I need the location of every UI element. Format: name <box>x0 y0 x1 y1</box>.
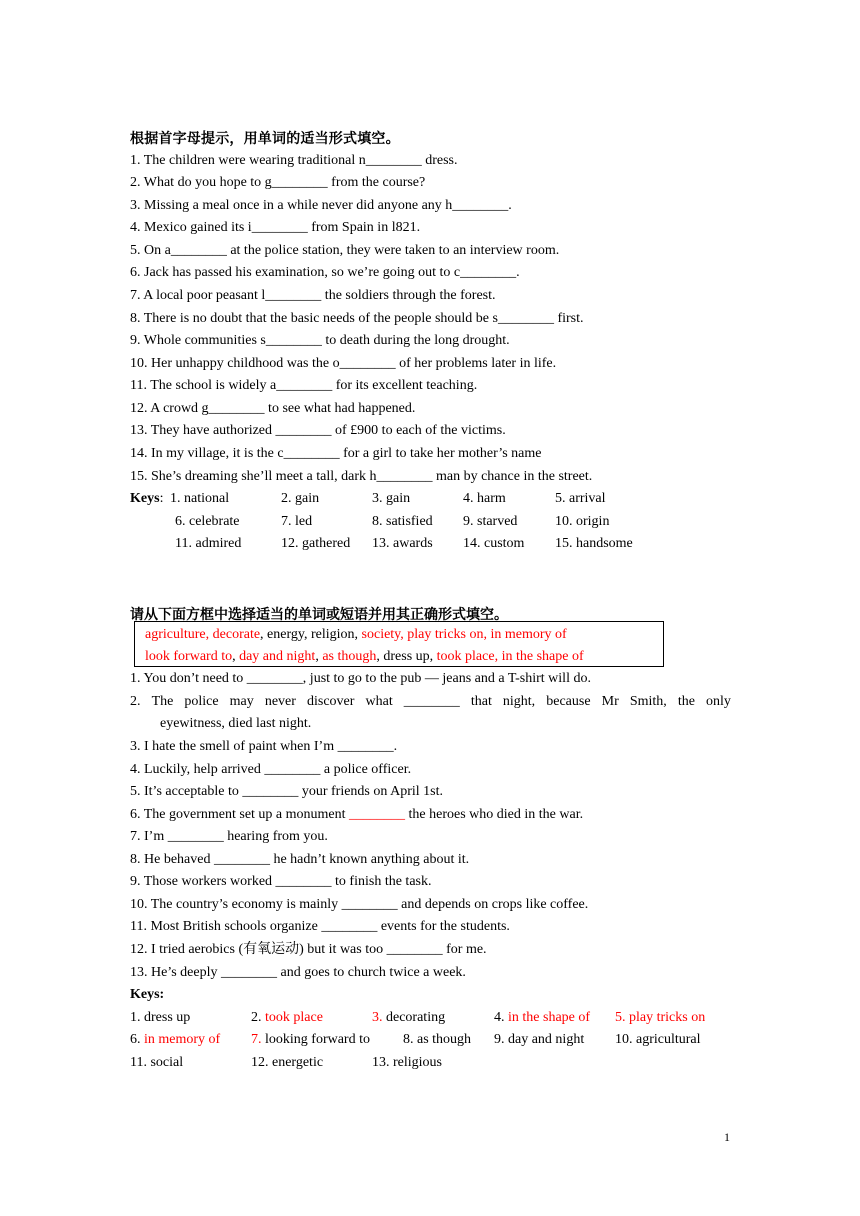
word-bank-text: as though <box>322 649 377 664</box>
section1-item-15: 15. She’s dreaming she’ll meet a tall, dark h________ man by chance in the street. <box>130 469 593 484</box>
section1-item-7: 7. A local poor peasant l________ the soldiers through the forest. <box>130 288 496 303</box>
section2-item-2 <box>130 693 731 711</box>
word-bank-text: day and night <box>239 649 316 664</box>
section2-item-6 <box>130 806 583 824</box>
item2-word: never <box>264 694 296 709</box>
item2-word: Smith, <box>629 694 667 709</box>
item2-word: Mr <box>601 694 619 709</box>
item2-word: what <box>365 694 393 709</box>
word-bank-text: took place, in the shape of <box>436 649 584 664</box>
section1-item-14: 14. In my village, it is the c________ for a girl to take her mother’s name <box>130 446 542 461</box>
keys-colon: : <box>159 491 164 506</box>
item2-word: The <box>151 694 174 709</box>
section2-item-2-continuation: eyewitness, died last night. <box>160 716 312 731</box>
section2-item-5: 5. It’s acceptable to ________ your friends on April 1st. <box>130 784 443 799</box>
word-bank-line-1 <box>145 624 567 646</box>
key2-item <box>130 1031 220 1049</box>
key-item: 2. gain <box>281 491 320 506</box>
word-bank-box <box>134 621 664 667</box>
section1-item-2: 2. What do you hope to g________ from the course? <box>130 175 426 190</box>
item2-word: ________ <box>403 694 460 709</box>
key2-item: 13. religious <box>372 1055 442 1070</box>
section1-item-3: 3. Missing a meal once in a while never did anyone any h________. <box>130 198 512 213</box>
key-item: 10. origin <box>555 514 610 529</box>
section2-item-7: 7. I’m ________ hearing from you. <box>130 829 328 844</box>
section2-item-4: 4. Luckily, help arrived ________ a police officer. <box>130 762 412 777</box>
section2-item-12: 12. I tried aerobics (有氧运动) but it was too ________ for me. <box>130 942 487 957</box>
section2-title: 请从下面方框中选择适当的单词或短语并用其正确形式填空。 <box>130 607 508 623</box>
item2-word: police <box>184 694 219 709</box>
item2-word: the <box>677 694 695 709</box>
item2-word: that <box>470 694 492 709</box>
section1-item-12: 12. A crowd g________ to see what had happened. <box>130 401 416 416</box>
item2-word: only <box>706 694 731 709</box>
word-bank-text: , energy, religion, <box>260 627 362 642</box>
key2-item <box>251 1009 323 1027</box>
key2-num: 7. <box>251 1032 262 1047</box>
section1-title: 根据首字母提示，用单词的适当形式填空。 <box>130 131 400 147</box>
section1-item-4: 4. Mexico gained its i________ from Spain in l821. <box>130 220 421 235</box>
word-bank-text: society, play tricks on, in memory of <box>361 627 567 642</box>
section1-item-6: 6. Jack has passed his examination, so we’re going out to c________. <box>130 265 520 280</box>
section2-keys-label: Keys: <box>130 987 165 1002</box>
item2-word: discover <box>307 694 355 709</box>
key2-num: 4. <box>494 1010 508 1025</box>
key2-answer: in the shape of <box>508 1010 591 1025</box>
section1-item-11: 11. The school is widely a________ for its excellent teaching. <box>130 378 478 393</box>
key2-num: 6. <box>130 1032 144 1047</box>
key-item: 5. arrival <box>555 491 606 506</box>
key-item: 3. gain <box>372 491 411 506</box>
key2-item: 9. day and night <box>494 1032 585 1047</box>
item6-blank: ________ <box>349 807 406 822</box>
key2-item <box>251 1031 370 1049</box>
item2-word: because <box>546 694 591 709</box>
key-item: 6. celebrate <box>175 514 240 529</box>
section1-item-9: 9. Whole communities s________ to death during the long drought. <box>130 333 510 348</box>
key2-item: 8. as though <box>403 1032 472 1047</box>
key2-item <box>372 1009 445 1027</box>
item2-word: night, <box>502 694 536 709</box>
item2-word: 2. <box>130 694 141 709</box>
item2-word: may <box>229 694 254 709</box>
section2-item-8: 8. He behaved ________ he hadn’t known anything about it. <box>130 852 470 867</box>
key2-item: 11. social <box>130 1055 184 1070</box>
keys-label: Keys <box>130 491 160 506</box>
section2-item-10: 10. The country’s economy is mainly ________ and depends on crops like coffee. <box>130 897 589 912</box>
key-item: 7. led <box>281 514 313 529</box>
item6-text: 6. The government set up a monument <box>130 807 350 822</box>
section2-item-9: 9. Those workers worked ________ to finish the task. <box>130 874 432 889</box>
key2-item: 12. energetic <box>251 1055 324 1070</box>
key-item: 15. handsome <box>555 536 633 551</box>
key2-num: 3. <box>372 1010 383 1025</box>
key2-answer: in memory of <box>144 1032 221 1047</box>
key2-answer: decorating <box>382 1010 446 1025</box>
item6-text: the heroes who died in the war. <box>405 807 584 822</box>
word-bank-text: , <box>315 649 323 664</box>
key-item: 9. starved <box>463 514 518 529</box>
section1-item-10: 10. Her unhappy childhood was the o________ of her problems later in life. <box>130 356 557 371</box>
word-bank-text: , <box>232 649 240 664</box>
key2-item <box>494 1009 590 1027</box>
section2-item-1: 1. You don’t need to ________, just to go to the pub — jeans and a T-shirt will do. <box>130 671 591 686</box>
key2-num: 2. <box>251 1010 265 1025</box>
key2-item: 10. agricultural <box>615 1032 701 1047</box>
word-bank-text: , dress up, <box>376 649 437 664</box>
section1-item-5: 5. On a________ at the police station, they were taken to an interview room. <box>130 243 560 258</box>
section2-item-11: 11. Most British schools organize ________ events for the students. <box>130 919 510 934</box>
section1-item-13: 13. They have authorized ________ of £900 to each of the victims. <box>130 423 506 438</box>
key2-item: 1. dress up <box>130 1010 191 1025</box>
key2-answer: took place <box>265 1010 323 1025</box>
key-item: 11. admired <box>175 536 242 551</box>
key2-answer: looking forward to <box>261 1032 370 1047</box>
key-item: 1. national <box>170 491 230 506</box>
key-item: 14. custom <box>463 536 525 551</box>
section2-item-13: 13. He’s deeply ________ and goes to church twice a week. <box>130 965 466 980</box>
word-bank-text: agriculture, decorate <box>145 627 261 642</box>
word-bank-line-2 <box>145 646 584 668</box>
key-item: 12. gathered <box>281 536 351 551</box>
section2-item-3: 3. I hate the smell of paint when I’m ________. <box>130 739 398 754</box>
section1-item-1: 1. The children were wearing traditional n________ dress. <box>130 153 458 168</box>
key2-item: 5. play tricks on <box>615 1010 706 1025</box>
key-item: 4. harm <box>463 491 506 506</box>
word-bank-text: look forward to <box>145 649 233 664</box>
key-item: 8. satisfied <box>372 514 433 529</box>
page-number: 1 <box>724 1130 730 1144</box>
section1-item-8: 8. There is no doubt that the basic needs of the people should be s________ first. <box>130 311 584 326</box>
key-item: 13. awards <box>372 536 433 551</box>
